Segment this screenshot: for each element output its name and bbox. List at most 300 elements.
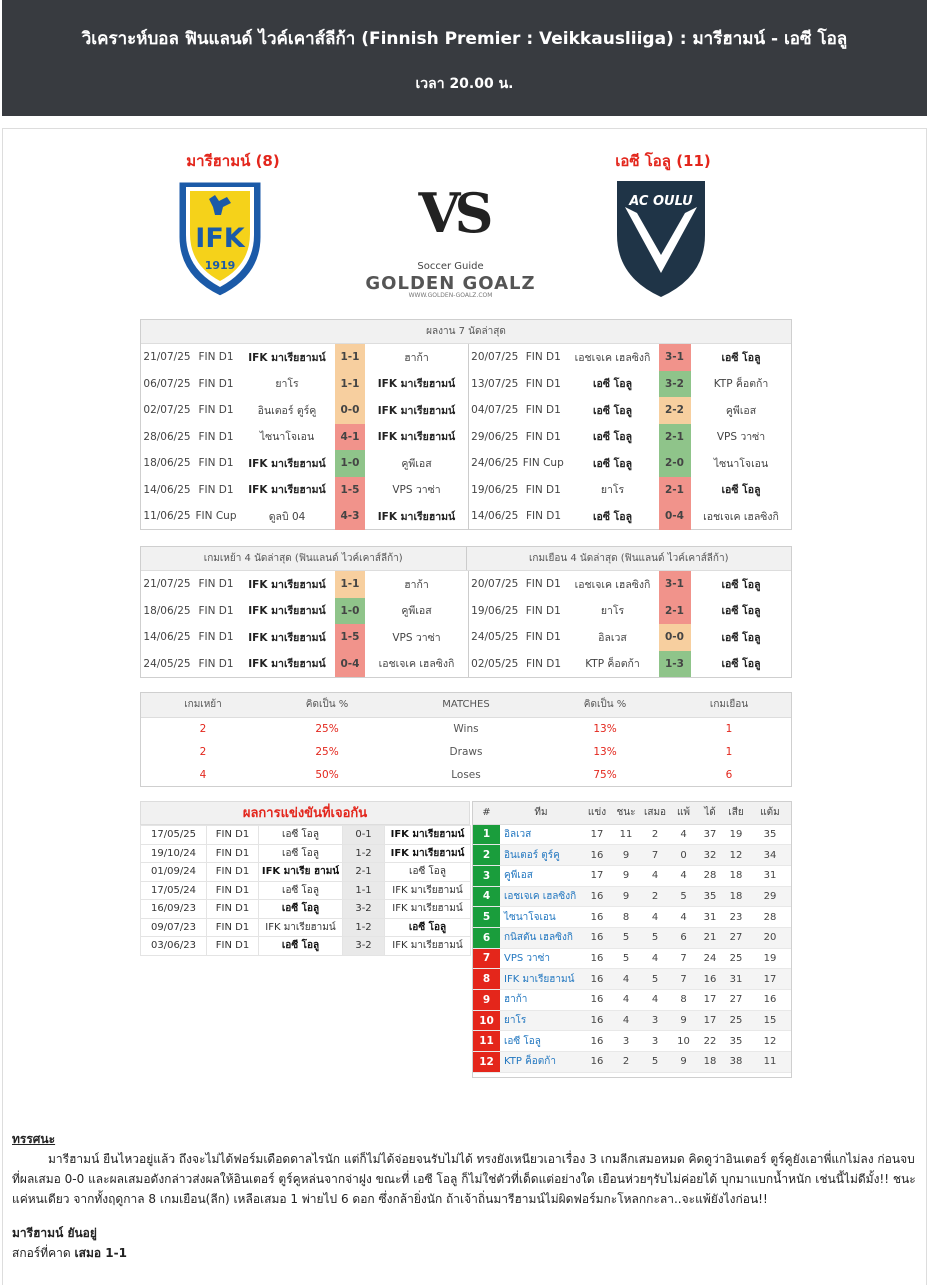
match-team1: IFK มาเรียฮามน์: [248, 457, 326, 470]
match-row: [469, 397, 792, 424]
match-team2: เอชเจเค เฮลซิงกิ: [378, 658, 455, 671]
stats-header: คิดเป็น %: [265, 693, 389, 717]
league-row: [473, 1010, 791, 1031]
match-team1: เอชเจเค เฮลซิงกิ: [574, 578, 651, 591]
match-date: 28/06/25: [143, 430, 191, 443]
h2h-team1: เอซี โอลู: [259, 900, 343, 919]
match-date: 21/07/25: [143, 578, 191, 591]
league-f: 16: [697, 969, 723, 990]
match-competition: FIN Cup: [522, 457, 564, 470]
match-team1: IFK มาเรียฮามน์: [248, 484, 326, 497]
match-score: 1-1: [335, 571, 365, 598]
league-l: 10: [670, 1031, 697, 1052]
stats-away-pct: 75%: [593, 768, 617, 781]
match-score: 2-2: [659, 397, 691, 424]
match-score: 2-1: [659, 424, 691, 451]
h2h-date: 17/05/24: [141, 881, 207, 900]
league-header: ทีม: [500, 802, 582, 824]
h2h-team2: IFK มาเรียฮามน์: [385, 881, 471, 900]
league-f: 32: [697, 845, 723, 866]
h2h-title: ผลการแข่งขันที่เจอกัน: [140, 801, 470, 825]
match-score: 1-0: [335, 598, 365, 625]
match-row: [141, 571, 468, 598]
match-team1: IFK มาเรียฮามน์: [248, 631, 326, 644]
league-a: 19: [723, 824, 749, 845]
league-w: 4: [612, 990, 640, 1011]
h2h-date: 19/10/24: [141, 844, 207, 863]
league-a: 38: [723, 1052, 749, 1073]
match-row: [469, 624, 792, 651]
league-p: 16: [582, 990, 612, 1011]
match-date: 06/07/25: [143, 377, 191, 390]
match-competition: FIN D1: [198, 578, 234, 591]
match-team1: เอซี โอลู: [592, 378, 633, 391]
h2h-team2: เอซี โอลู: [385, 918, 471, 937]
match-date: 02/07/25: [143, 404, 191, 417]
league-l: 4: [670, 824, 697, 845]
match-date: 21/07/25: [143, 351, 191, 364]
match-competition: FIN D1: [198, 604, 234, 617]
league-a: 25: [723, 1010, 749, 1031]
league-row: [473, 865, 791, 886]
match-date: 13/07/25: [471, 377, 519, 390]
league-header: ชนะ: [612, 802, 640, 824]
match-competition: FIN D1: [525, 604, 561, 617]
match-row: [469, 598, 792, 625]
stats-away-pct: 13%: [593, 722, 617, 735]
match-score: 1-0: [335, 450, 365, 477]
league-position: 11: [473, 1031, 500, 1052]
stats-row: [141, 740, 791, 763]
league-row: [473, 1031, 791, 1052]
h2h-team2: IFK มาเรียฮามน์: [385, 937, 471, 956]
h2h-row: [141, 918, 471, 937]
league-p: 16: [582, 845, 612, 866]
h2h-date: 09/07/23: [141, 918, 207, 937]
league-pts: 16: [749, 990, 791, 1011]
league-team: เอซี โอลู: [500, 1031, 582, 1052]
league-team: KTP ค็อตก้า: [500, 1052, 582, 1073]
match-score: 1-5: [335, 477, 365, 504]
league-a: 18: [723, 886, 749, 907]
h2h-row: [141, 937, 471, 956]
match-score: 1-1: [335, 344, 365, 371]
match-competition: FIN D1: [525, 631, 561, 644]
league-l: 9: [670, 1010, 697, 1031]
league-a: 31: [723, 969, 749, 990]
league-pts: 19: [749, 948, 791, 969]
league-header: แพ้: [670, 802, 697, 824]
match-team1: ยาโร: [600, 484, 625, 497]
match-team1: IFK มาเรียฮามน์: [248, 351, 326, 364]
match-team2: IFK มาเรียฮามน์: [377, 378, 456, 391]
league-position: 3: [473, 865, 500, 886]
match-team1: KTP ค็อตก้า: [585, 658, 640, 671]
stats-label: Loses: [451, 768, 481, 781]
match-row: [469, 651, 792, 678]
league-l: 9: [670, 1052, 697, 1073]
league-row: [473, 948, 791, 969]
league-f: 22: [697, 1031, 723, 1052]
stats-table: [141, 693, 791, 786]
league-position: 10: [473, 1010, 500, 1031]
league-f: 17: [697, 1010, 723, 1031]
last4-away-caption: เกมเยือน 4 นัดล่าสุด (ฟินแลนด์ ไวค์เคาส์ลีก้า): [466, 547, 792, 570]
league-p: 16: [582, 1010, 612, 1031]
match-competition: FIN D1: [198, 430, 234, 443]
home-logo-year: 1919: [204, 259, 236, 272]
league-row: [473, 886, 791, 907]
league-f: 37: [697, 824, 723, 845]
league-p: 16: [582, 948, 612, 969]
last4-away-table: [468, 571, 792, 677]
league-f: 17: [697, 990, 723, 1011]
league-team: อินเตอร์ ตูร์คู: [500, 845, 582, 866]
league-pts: 31: [749, 865, 791, 886]
h2h-date: 16/09/23: [141, 900, 207, 919]
league-w: 9: [612, 865, 640, 886]
h2h-team2: เอซี โอลู: [385, 863, 471, 882]
league-p: 17: [582, 865, 612, 886]
league-l: 7: [670, 948, 697, 969]
stats-header: เกมเยือน: [667, 693, 791, 717]
league-w: 4: [612, 969, 640, 990]
match-date: 14/06/25: [471, 510, 519, 523]
league-w: 8: [612, 907, 640, 928]
league-pts: 11: [749, 1052, 791, 1073]
league-d: 7: [640, 845, 670, 866]
match-team2: เอซี โอลู: [721, 484, 761, 497]
predicted-score-label: สกอร์ที่คาด: [12, 1246, 71, 1260]
h2h-team1: IFK มาเรียฮามน์: [259, 918, 343, 937]
last7-caption: ผลงาน 7 นัดล่าสุด: [141, 320, 791, 344]
league-d: 5: [640, 969, 670, 990]
match-team1: IFK มาเรียฮามน์: [248, 605, 326, 618]
match-competition: FIN D1: [525, 430, 561, 443]
league-row: [473, 845, 791, 866]
match-team1: เอซี โอลู: [592, 457, 633, 470]
match-team1: ดูลบิ 04: [268, 510, 306, 523]
league-position: 6: [473, 927, 500, 948]
league-position: 8: [473, 969, 500, 990]
h2h-team1: เอซี โอลู: [259, 844, 343, 863]
match-competition: FIN D1: [525, 657, 562, 670]
league-team: อิลเวส: [500, 824, 582, 845]
league-position: 9: [473, 990, 500, 1011]
league-a: 18: [723, 865, 749, 886]
match-team2: ฮาก้า: [404, 351, 429, 364]
match-score: 2-0: [659, 450, 691, 477]
match-row: [141, 624, 468, 651]
h2h-score: 1-1: [343, 881, 385, 900]
match-date: 29/06/25: [471, 430, 519, 443]
match-team1: เอซี โอลู: [592, 404, 633, 417]
match-team2: KTP ค็อตก้า: [713, 378, 769, 391]
h2h-competition: FIN D1: [207, 918, 259, 937]
league-d: 4: [640, 865, 670, 886]
league-l: 4: [670, 907, 697, 928]
match-competition: FIN D1: [525, 351, 561, 364]
league-d: 2: [640, 886, 670, 907]
page-header: [2, 0, 927, 116]
match-date: 14/06/25: [143, 631, 191, 644]
league-team: เอชเจเค เฮลซิงกิ: [500, 886, 582, 907]
league-pts: 17: [749, 969, 791, 990]
h2h-score: 3-2: [343, 900, 385, 919]
analysis-body: มารีฮามน์ ยืนไหวอยู่แล้ว ถึงจะไม่ได้ฟอร์มเดือดดาลไรนัก แต่ก็ไม่ได้จ่อยจนรับไม่ได้ ทรงยังเหนียวเอาเรื่อง 3 เกมลีกเสมอหมด คิดดูว่าอินเตอร์ ตูร์คูยังเอาพี่แกไม่ลง ก่อนจบที่ผลเสมอ 0-0 และผลเสมอดังกล่าวส่งผลให้อินเตอร์ ตูร์คูหล่นจากจ่าฝูง ขณะที่ เอซี โอลู ก็ไม่ใช่ตัวที่เด็ดแต่อย่างใด เยือนห่วยๆรับไม่ค่อยได้ บุกมาแบกน้ำหนัก เช่นนี้ไม่ดีมั้ง!! ชนะแค่หนเดียว จากทั้งฤดูกาล 8 เกมเยือน(ลีก) เหลือเสมอ 1 พ่ายไป 6 ดอก ซึ่งกล้ายิ่งนัก ถ้าเจ้าถิ่นมารีฮามน์ไม่ผิดฟอร์มกะโหลกกะลา..จะแพ้ยังไงก่อน!!: [12, 1152, 916, 1206]
match-date: 11/06/25: [143, 510, 191, 523]
match-date: 24/05/25: [143, 657, 191, 670]
league-p: 16: [582, 969, 612, 990]
match-team1: เอซี โอลู: [592, 510, 633, 523]
match-row: [141, 397, 468, 424]
h2h-row: [141, 844, 471, 863]
stats-header: MATCHES: [389, 693, 543, 717]
match-date: 14/06/25: [143, 483, 191, 496]
league-l: 5: [670, 886, 697, 907]
h2h-row: [141, 900, 471, 919]
league-a: 27: [723, 927, 749, 948]
match-score: 3-1: [659, 344, 691, 371]
match-team2: VPS วาซ่า: [392, 631, 441, 644]
league-pts: 28: [749, 907, 791, 928]
league-f: 31: [697, 907, 723, 928]
league-position: 2: [473, 845, 500, 866]
league-header: ได้: [697, 802, 723, 824]
league-pts: 34: [749, 845, 791, 866]
h2h-team2: IFK มาเรียฮามน์: [385, 826, 471, 845]
match-competition: FIN D1: [198, 377, 234, 390]
league-header: เสีย: [723, 802, 749, 824]
h2h-score: 3-2: [343, 937, 385, 956]
league-row: [473, 907, 791, 928]
league-a: 12: [723, 845, 749, 866]
stats-away: 1: [725, 722, 733, 735]
match-score: 1-5: [335, 624, 365, 651]
stats-home-pct: 25%: [315, 722, 339, 735]
league-l: 0: [670, 845, 697, 866]
league-table-panel: [472, 801, 792, 1078]
h2h-competition: FIN D1: [207, 844, 259, 863]
brand-main-text: GOLDEN GOALZ: [365, 273, 536, 294]
kickoff-time: เวลา 20.00 น.: [415, 76, 514, 92]
league-team: ไซนาโจเอน: [500, 907, 582, 928]
stats-home: 4: [199, 768, 207, 781]
league-f: 18: [697, 1052, 723, 1073]
last4-home-caption: เกมเหย้า 4 นัดล่าสุด (ฟินแลนด์ ไวค์เคาส์ลีก้า): [203, 553, 403, 564]
last7-away-table: [468, 344, 792, 530]
h2h-date: 03/06/23: [141, 937, 207, 956]
vs-label: VS: [418, 181, 488, 245]
league-p: 16: [582, 886, 612, 907]
match-team1: เอชเจเค เฮลซิงกิ: [574, 351, 651, 364]
h2h-panel: [140, 801, 470, 961]
league-row: [473, 1052, 791, 1073]
match-team2: เอซี โอลู: [721, 631, 761, 644]
league-pts: 29: [749, 886, 791, 907]
h2h-date: 17/05/25: [141, 826, 207, 845]
page-title: วิเคราะห์บอล ฟินแลนด์ ไวค์เคาส์ลีก้า (Finnish Premier : Veikkausliiga) : มารีฮามน์ - เอซี โอลู: [81, 29, 848, 49]
match-team1: ยาโร: [275, 378, 299, 391]
match-team2: คูพีเอส: [725, 404, 757, 417]
match-row: [469, 503, 792, 530]
h2h-team2: IFK มาเรียฮามน์: [385, 844, 471, 863]
stats-away-pct: 13%: [593, 745, 617, 758]
match-team1: ไซนาโจเอน: [259, 431, 315, 444]
match-score: 1-3: [659, 651, 691, 678]
match-score: 3-2: [659, 371, 691, 398]
h2h-competition: FIN D1: [207, 937, 259, 956]
match-date: 04/07/25: [471, 404, 519, 417]
match-date: 19/06/25: [471, 483, 519, 496]
last7-panel: [140, 319, 792, 530]
league-position: 12: [473, 1052, 500, 1073]
league-team: คูพีเอส: [500, 865, 582, 886]
home-logo-text: IFK: [195, 223, 245, 254]
league-d: 5: [640, 1052, 670, 1073]
stats-home-pct: 50%: [315, 768, 339, 781]
match-row: [469, 477, 792, 504]
match-date: 20/07/25: [471, 578, 519, 591]
match-team2: เอซี โอลู: [721, 351, 761, 364]
league-w: 9: [612, 886, 640, 907]
h2h-team2: IFK มาเรียฮามน์: [385, 900, 471, 919]
match-date: 02/05/25: [471, 657, 519, 670]
match-team2: IFK มาเรียฮามน์: [377, 431, 456, 444]
league-pts: 20: [749, 927, 791, 948]
league-team: VPS วาซ่า: [500, 948, 582, 969]
league-w: 11: [612, 824, 640, 845]
last7-home-table: [141, 344, 468, 530]
league-team: กนิสตัน เฮลซิงกิ: [500, 927, 582, 948]
league-w: 5: [612, 948, 640, 969]
match-date: 18/06/25: [143, 457, 191, 470]
match-team2: คูพีเอส: [401, 457, 432, 470]
match-row: [141, 651, 468, 678]
match-competition: FIN D1: [525, 377, 561, 390]
h2h-score: 1-2: [343, 844, 385, 863]
league-p: 17: [582, 824, 612, 845]
league-w: 3: [612, 1031, 640, 1052]
stats-row: [141, 763, 791, 786]
league-pts: 35: [749, 824, 791, 845]
league-d: 4: [640, 948, 670, 969]
match-score: 4-1: [335, 424, 365, 451]
predicted-score-line: [12, 1243, 917, 1263]
match-row: [469, 424, 792, 451]
h2h-date: 01/09/24: [141, 863, 207, 882]
league-header: แข่ง: [582, 802, 612, 824]
league-pts: 15: [749, 1010, 791, 1031]
main-content: [2, 128, 927, 1285]
match-row: [141, 477, 468, 504]
league-a: 35: [723, 1031, 749, 1052]
home-team-name: มารีฮามน์ (8): [186, 152, 280, 170]
h2h-competition: FIN D1: [207, 863, 259, 882]
match-competition: FIN D1: [525, 404, 561, 417]
match-row: [469, 450, 792, 477]
analysis-title: ทรรศนะ: [12, 1132, 56, 1146]
league-p: 16: [582, 927, 612, 948]
match-competition: FIN D1: [198, 657, 234, 670]
away-team-logo: [615, 177, 707, 299]
match-date: 20/07/25: [471, 351, 519, 364]
match-score: 2-1: [659, 598, 691, 625]
h2h-row: [141, 863, 471, 882]
match-competition: FIN D1: [198, 457, 234, 470]
h2h-row: [141, 826, 471, 845]
stats-away: 6: [725, 768, 733, 781]
match-team2: VPS วาซ่า: [392, 484, 441, 497]
match-competition: FIN D1: [198, 351, 234, 364]
match-row: [469, 571, 792, 598]
match-team2: ฮาก้า: [404, 578, 429, 591]
away-team-name: เอซี โอลู (11): [615, 152, 711, 170]
league-d: 4: [640, 907, 670, 928]
match-score: 1-1: [335, 371, 365, 398]
match-score: 0-0: [659, 624, 691, 651]
league-row: [473, 990, 791, 1011]
match-row: [141, 598, 468, 625]
league-w: 5: [612, 927, 640, 948]
league-position: 5: [473, 907, 500, 928]
match-team2: คูพีเอส: [401, 605, 432, 618]
league-a: 27: [723, 990, 749, 1011]
match-row: [469, 371, 792, 398]
league-d: 2: [640, 824, 670, 845]
match-team2: VPS วาซ่า: [716, 431, 766, 444]
match-date: 24/06/25: [471, 457, 519, 470]
h2h-score: 1-2: [343, 918, 385, 937]
match-competition: FIN D1: [525, 483, 561, 496]
away-logo-text: AC OULU: [629, 194, 693, 209]
league-team: ยาโร: [500, 1010, 582, 1031]
league-p: 16: [582, 907, 612, 928]
match-team2: เอชเจเค เฮลซิงกิ: [703, 510, 779, 523]
match-team2: เอซี โอลู: [721, 658, 761, 671]
league-header: แต้ม: [749, 802, 791, 824]
stats-row: [141, 717, 791, 740]
league-f: 24: [697, 948, 723, 969]
match-row: [141, 450, 468, 477]
stats-label: Draws: [449, 745, 483, 758]
league-pts: 12: [749, 1031, 791, 1052]
match-row: [141, 344, 468, 371]
match-team1: อิลเวส: [598, 631, 627, 644]
league-w: 4: [612, 1010, 640, 1031]
league-d: 3: [640, 1010, 670, 1031]
stats-home: 2: [199, 745, 207, 758]
league-header: #: [473, 802, 500, 824]
h2h-competition: FIN D1: [207, 826, 259, 845]
match-team2: เอซี โอลู: [721, 605, 761, 618]
match-team1: เอซี โอลู: [592, 431, 633, 444]
match-score: 0-4: [335, 651, 365, 678]
h2h-competition: FIN D1: [207, 881, 259, 900]
league-header: เสมอ: [640, 802, 670, 824]
league-a: 25: [723, 948, 749, 969]
last4-panel: [140, 546, 792, 678]
match-competition: FIN D1: [198, 483, 234, 496]
h2h-competition: FIN D1: [207, 900, 259, 919]
league-l: 8: [670, 990, 697, 1011]
league-team: IFK มาเรียฮามน์: [500, 969, 582, 990]
league-row: [473, 969, 791, 990]
league-row: [473, 824, 791, 845]
league-team: ฮาก้า: [500, 990, 582, 1011]
league-d: 3: [640, 1031, 670, 1052]
match-score: 3-1: [659, 571, 691, 598]
